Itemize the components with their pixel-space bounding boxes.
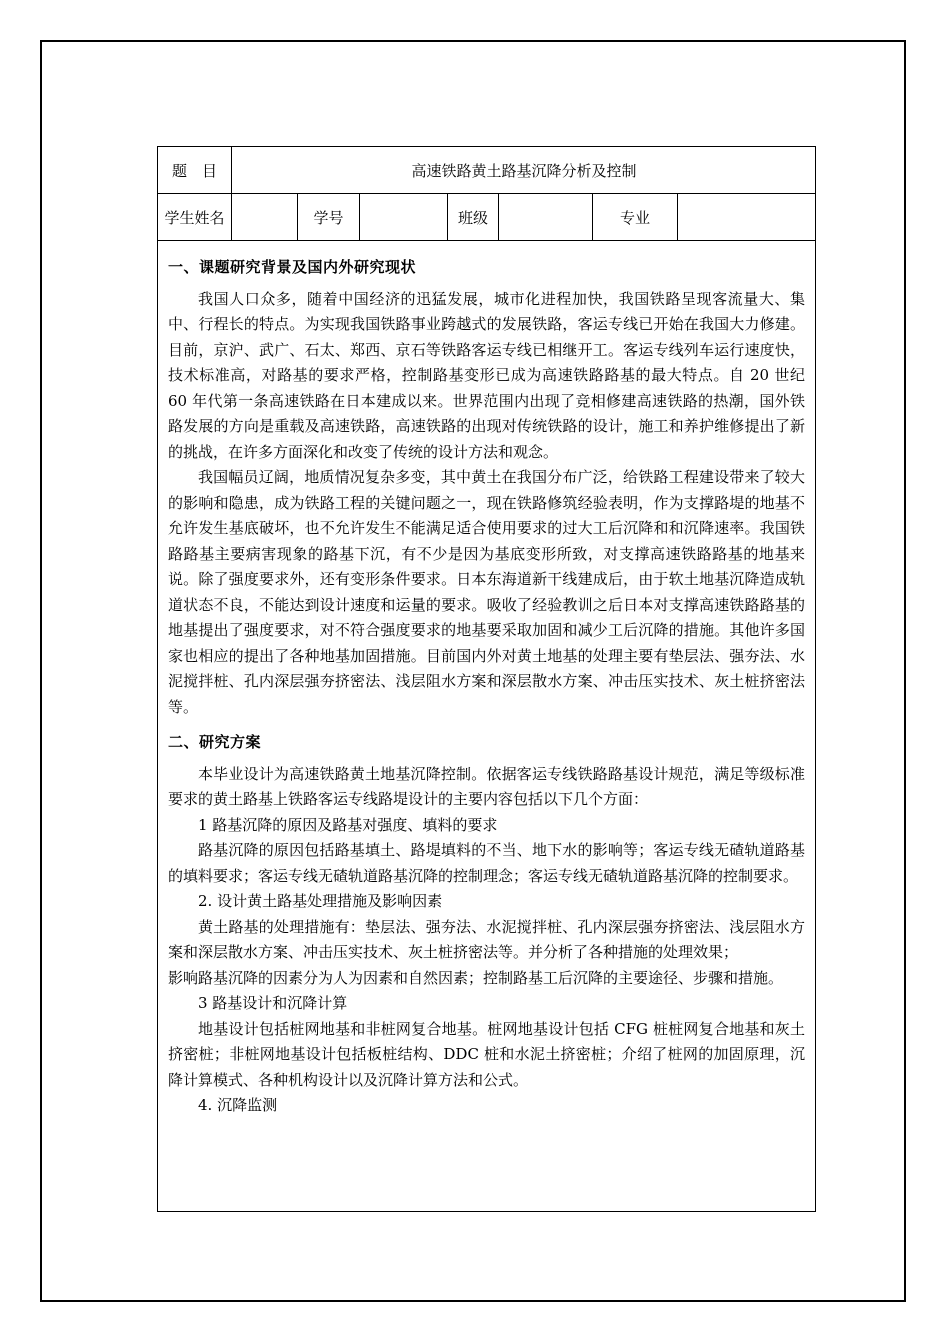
- id-label: 学号: [313, 208, 344, 227]
- section2-paragraph: 本毕业设计为高速铁路黄土地基沉降控制。依据客运专线铁路路基设计规范，满足等级标准要求的黄土路基上铁路客运专线路堤设计的主要内容包括以下几个方面：: [168, 764, 805, 808]
- section2-item-heading: 3 路基设计和沉降计算: [198, 994, 348, 1012]
- section2-paragraph: 影响路基沉降的因素分为人为因素和自然因素；控制路基工后沉降的主要途径、步骤和措施。: [168, 968, 784, 987]
- student-info-row: [158, 194, 815, 241]
- section2-paragraph: 黄土路基的处理措施有：垫层法、强夯法、水泥搅拌桩、孔内深层强夯挤密法、浅层阻水方案和深层散水方案、冲击压实技术、灰土桩挤密法等。并分析了各种措施的处理效果；: [168, 917, 805, 961]
- class-field[interactable]: [499, 194, 592, 240]
- section2-paragraph: 地基设计包括桩网地基和非桩网复合地基。桩网地基设计包括 CFG 桩桩网复合地基和灰土挤密桩；非桩网地基设计包括板桩结构、DDC 桩和水泥土挤密桩；介绍了桩网的加固原理，沉降计算模式、各种机构设计以及沉降计算方法和公式。: [168, 1019, 805, 1089]
- section1-paragraph: 我国人口众多，随着中国经济的迅猛发展，城市化进程加快，我国铁路呈现客流量大、集中、行程长的特点。为实现我国铁路事业跨越式的发展铁路，客运专线已开始在我国大力修建。目前，京沪、武广、石太、郑西、京石等铁路客运专线已相继开工。客运专线列车运行速度快，技术标准高，对路基的要求严格，控制路基变形已成为高速铁路路基的最大特点。自 20 世纪 60 年代第一条高速铁路在日本建成以来。世界范围内出现了竞相修建高速铁路的热潮，国外铁路发展的方向是重载及高速铁路，高速铁路的出现对传统铁路的设计，施工和养护维修提出了新的挑战，在许多方面深化和改变了传统的设计方法和观念。: [168, 289, 805, 461]
- section2-heading: 二、研究方案: [168, 733, 262, 751]
- name-field[interactable]: [232, 194, 297, 240]
- major-field[interactable]: [678, 194, 816, 240]
- class-label: 班级: [457, 208, 488, 227]
- section2-item-heading: 2. 设计黄土路基处理措施及影响因素: [198, 892, 443, 910]
- title-value[interactable]: 高速铁路黄土路基沉降分析及控制: [411, 161, 637, 180]
- id-field[interactable]: [360, 194, 447, 240]
- name-label: 学生姓名: [164, 208, 225, 227]
- section1-heading: 一、课题研究背景及国内外研究现状: [168, 258, 417, 276]
- section2-item-heading: 4. 沉降监测: [198, 1096, 278, 1114]
- major-label: 专业: [619, 208, 650, 227]
- section1-paragraph: 我国幅员辽阔，地质情况复杂多变，其中黄土在我国分布广泛，给铁路工程建设带来了较大的影响和隐患，成为铁路工程的关键问题之一，现在铁路修筑经验表明，作为支撑路堤的地基不允许发生基底破坏，也不允许发生不能满足适合使用要求的过大工后沉降和和沉降速率。我国铁路路基主要病害现象的路基下沉，有不少是因为基底变形所致，对支撑高速铁路路基的地基来说。除了强度要求外，还有变形条件要求。日本东海道新干线建成后，由于软土地基沉降造成轨道状态不良，不能达到设计速度和运量的要求。吸收了经验教训之后日本对支撑高速铁路路基的地基提出了强度要求，对不符合强度要求的地基要采取加固和减少工后沉降的措施。其他许多国家也相应的提出了各种地基加固措施。目前国内外对黄土地基的处理主要有垫层法、强夯法、水泥搅拌桩、孔内深层强夯挤密法、浅层阻水方案和深层散水方案、冲击压实技术、灰土桩挤密法等。: [168, 468, 805, 716]
- proposal-form: [157, 146, 816, 1212]
- title-row: [158, 147, 815, 194]
- section2-paragraph: 路基沉降的原因包括路基填土、路堤填料的不当、地下水的影响等；客运专线无碴轨道路基的填料要求；客运专线无碴轨道路基沉降的控制理念；客运专线无碴轨道路基沉降的控制要求。: [168, 841, 805, 885]
- content-area: [168, 253, 805, 1119]
- section2-item-heading: 1 路基沉降的原因及路基对强度、填料的要求: [198, 815, 498, 834]
- title-label: 题 目: [171, 161, 217, 180]
